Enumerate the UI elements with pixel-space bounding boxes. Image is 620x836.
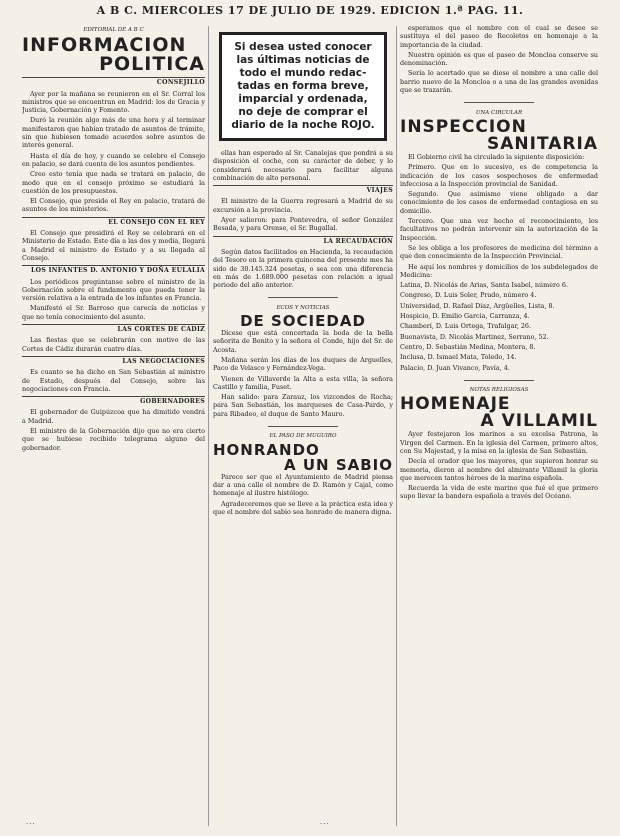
paragraph: Ayer salieron: para Pontevedra, el señor González Besada, y para Orense, el Sr. Bugallal.	[213, 216, 393, 233]
headline-honrando: HONRANDO	[213, 440, 320, 459]
paragraph: Según datos facilitados en Hacienda, la recaudación del Tesoro en la primera quincena del presente mes ha sido de 30.145.324 pesetas, o sea con una diferencia en más de 1.689.000 pesetas con relación a igual periodo del año anterior.	[213, 247, 393, 290]
advert-line: no deje de comprar el	[238, 106, 368, 118]
paragraph: Se les obliga a los profesores de medicina del término a que den conocimiento de la Inspección Provincial.	[400, 243, 598, 261]
advert-line: tadas en forma breve,	[237, 80, 369, 92]
section-heading: LA RECAUDACIÓN	[213, 236, 393, 246]
list-item: Inclusa, D. Ismael Mata, Toledo, 14.	[400, 353, 517, 362]
kicker: UNA CIRCULAR	[475, 109, 523, 116]
paragraph: ellas han esperado al Sr. Canalejas que pondrá a su disposición el coche, con su carácter de deber, y lo considerará necesario para facilitar alguna combinación de alto personal.	[213, 149, 393, 182]
paragraph: Nuestra opinión es que el paseo de Moncloa conserve su denominación.	[400, 50, 598, 68]
paragraph: Segundo. Que asimismo viene obligado a dar conocimiento de los casos de enfermedad contagiosa en su domicilio.	[400, 190, 598, 215]
paragraph: Los periódicos pregúntanse sobre el ministro de la Gobernación sobre el fundamento que pueda tener la versión relativa a la entrada de los infantes en Francia.	[22, 277, 205, 303]
subdelegates-list	[400, 281, 598, 372]
column-divider	[396, 26, 397, 826]
paragraph: Han salido: para Zarauz, los vizcondes de Rocha; para San Sebastián, los marqueses de Casa-Pardo, y para Ribadeo, el duque de Santo Mauro.	[213, 393, 393, 418]
advert-line: Si desea usted conocer	[234, 41, 372, 53]
paragraph: esperamos que el nombre con el cual se desee se sustituya el del paseo de Recoletos en homenaje a la importancia de la ciudad.	[400, 24, 598, 49]
paragraph: Agradeceremos que se lleve a la práctica esta idea y que el nombre del sabio sea honrado de manera digna.	[213, 499, 393, 516]
separator	[400, 376, 598, 384]
paragraph: El Consejo, que preside el Rey en palacio, tratará de asuntos de los ministerios.	[22, 197, 205, 214]
paragraph: He aquí los nombres y domicilios de los subdelegados de Medicina:	[400, 262, 598, 279]
section-heading: LOS INFANTES D. ANTONIO Y DOÑA EULALIA	[22, 265, 205, 275]
kicker: ECOS Y NOTICIAS	[276, 304, 330, 311]
paragraph: Recuerda la vida de este marino que fué el que primero supo llevar la bandera española a través del Océano.	[400, 484, 598, 501]
headline-de-sociedad: DE SOCIEDAD	[240, 312, 366, 331]
list-item: Chamberí, D. Luis Ortega, Trafalgar, 26.	[400, 322, 532, 331]
headline-sanitaria: SANITARIA	[487, 133, 598, 154]
list-item: Centro, D. Sebastián Medina, Montera, 8.	[400, 342, 536, 351]
column-2	[213, 24, 393, 828]
paragraph: Sería lo acertado que se diese el nombre a una calle del barrio nuevo de la Moncloa o a una de las grandes avenidas que se trazarán.	[400, 69, 598, 95]
column-3	[400, 24, 598, 828]
headline-homenaje: HOMENAJE	[400, 394, 511, 415]
paragraph: Es cuanto se ha dicho en San Sebastián al ministro de Estado, después del Consejo, sobre las negociaciones con Francia.	[22, 368, 205, 393]
paragraph: El ministro de la Gobernación dijo que no era cierto que se hubiese recibido telegrama alguno del gobernador.	[22, 426, 205, 452]
section-heading: CONSEJILLO	[22, 77, 205, 87]
paragraph: Primero. Que en lo sucesivo, es de competencia la indicación de los casos sospechosos de enfermedad infecciosa a la Inspección provincial de Sanidad.	[400, 163, 598, 188]
headline-inspeccion: INSPECCION	[400, 116, 527, 137]
list-item: Congreso, D. Luis Soler, Prado, número 4.	[400, 291, 537, 300]
paragraph: Ayer festejaron los marinos a su excelsa Patrona, la Virgen del Carmen. En la iglesia del Carmen, primero altos, con Su Majestad, y la misa en la iglesia de San Sebastián.	[400, 430, 598, 455]
kicker: EDITORIAL DE A B C	[83, 27, 144, 33]
list-item: Palacio, D. Juan Vivanco, Pavía, 4.	[400, 363, 510, 372]
section-heading: EL CONSEJO CON EL REY	[22, 217, 205, 227]
page-header: A B C. MIERCOLES 17 DE JULIO DE 1929. EDICION 1.ª PAG. 11.	[96, 4, 524, 17]
advert-line: las últimas noticias de	[236, 54, 370, 66]
paragraph: El ministro de la Guerra regresará a Madrid de su excursión a la provincia.	[213, 197, 393, 214]
advert-line: diario de la noche ROJO.	[231, 119, 375, 131]
paragraph: Manifestó el Sr. Barroso que carecía de noticias y que no tenía conocimiento del asunto.	[22, 304, 205, 321]
paragraph: Duró la reunión algo más de una hora y al terminar manifestaron que habían tratado de asuntos de trámite, sin que hubiesen tomado acuerdos sobre asuntos de interés general.	[22, 116, 205, 150]
paragraph: Las fiestas que se celebrarán con motivo de las Cortes de Cádiz durarán cuatro días.	[22, 336, 205, 353]
section-heading: LAS NEGOCIACIONES	[22, 356, 205, 366]
section-heading: LAS CORTES DE CADIZ	[22, 324, 205, 334]
paragraph: Dícese que está concertada la boda de la bella señorita de Benito y la señora el Conde, hijo del Sr. de Acosta.	[213, 329, 393, 354]
headline-a-villamil: A VILLAMIL	[480, 411, 598, 432]
footer-mark-left: ...	[26, 818, 36, 826]
column-1	[22, 24, 205, 828]
section-heading: GOBERNADORES	[22, 396, 205, 406]
separator	[213, 422, 393, 430]
advert-line: todo el mundo redac-	[239, 67, 367, 79]
kicker: NOTAS RELIGIOSAS	[469, 387, 529, 394]
section-heading: VIAJES	[213, 185, 393, 195]
paragraph: Creo esto tenía que nada se tratará en palacio, de modo que en el consejo próximo se estudiará la cuestión de los presupuestos.	[22, 170, 205, 195]
advert-line: imparcial y ordenada,	[238, 93, 368, 105]
paragraph: Vienen de Villaverde la Alta a esta villa, la señora Castillo y familia, Fuset.	[213, 374, 393, 391]
paragraph: Decía el orador que los mayores, que supieron honrar su memoria, dieron al nombre del almirante Villamil la gloria que merecen tantos héroes de la marina española.	[400, 457, 598, 482]
column-divider	[208, 26, 209, 826]
list-item: Universidad, D. Rafael Diaz, Argüelles, Lista, 8.	[400, 301, 555, 310]
headline-politica: POLITICA	[99, 53, 205, 76]
list-item: Hospicio, D. Emilio Garcia, Carranza, 4.	[400, 312, 530, 321]
headline-informacion: INFORMACION	[22, 34, 187, 57]
paragraph: Parece ser que el Ayuntamiento de Madrid piensa dar a una calle el nombre de D. Ramón y Cajal, como homenaje al ilustre histólogo.	[213, 472, 393, 498]
paragraph: Ayer por la mañana se reunieron en el Sr. Corral los ministros que se encuentran en Madrid: los de Gracia y Justicia, Gobernación y Fomento.	[22, 89, 205, 115]
separator	[213, 293, 393, 301]
list-item: Latina, D. Nicolás de Arias, Santa Isabel, número 6.	[400, 281, 569, 290]
paragraph: Mañana serán los días de los duques de Arguelles, Paco de Velasco y Fernández-Vega.	[213, 355, 393, 373]
paragraph: Tercero. Que una vez hecho el reconocimiento, los facultativos no podrán intervenir sin la autorización de la Inspección.	[400, 217, 598, 242]
paragraph: El Consejo que presidirá el Rey se celebrará en el Ministerio de Estado. Este día a las dos y media, llegará a Madrid el ministro de Estado y a su llegada al Consejo.	[22, 229, 205, 262]
paragraph: Hasta el día de hoy, y cuando se celebre el Consejo en palacio, se dará cuenta de los asuntos pendientes.	[22, 151, 205, 168]
kicker: EL PASO DE MUGUIRO	[269, 433, 337, 440]
headline-a-un-sabio: A UN SABIO	[284, 455, 393, 474]
separator	[400, 98, 598, 106]
list-item: Buenavista, D. Nicolás Martinez, Serrano, 52.	[400, 332, 549, 341]
advert-box	[219, 32, 387, 141]
paragraph: El gobernador de Guipúzcoa que ha dimitido vendrá a Madrid.	[22, 408, 205, 425]
footer-mark-center: ...	[320, 818, 330, 826]
paragraph: El Gobierno civil ha circulado la siguiente disposición:	[408, 152, 585, 161]
